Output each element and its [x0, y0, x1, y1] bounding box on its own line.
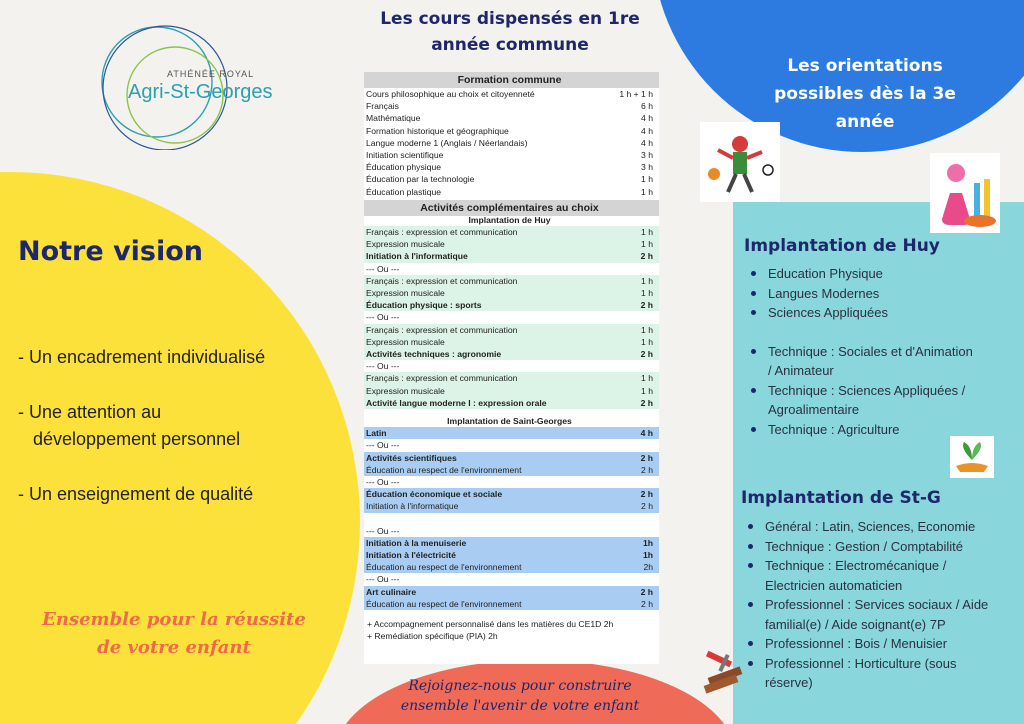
table-row	[364, 452, 659, 464]
list-item: Technique : Sociales et d'Animation / Animateur	[748, 342, 1018, 381]
table-row	[364, 348, 659, 360]
table-cell-label: --- Ou ---	[366, 525, 400, 536]
table-cell-label: Langue moderne 1 (Anglais / Néerlandais)	[366, 137, 528, 148]
table-cell-hours: 3 h	[641, 150, 653, 160]
table-cell-label: Français	[366, 101, 399, 112]
table-cell-hours: 2 h	[641, 598, 653, 609]
table-cell-hours: 4 h	[641, 137, 653, 148]
table-cell-hours: 1 h	[641, 385, 653, 396]
table-cell-label: Activités techniques : agronomie	[366, 349, 502, 359]
table-row	[364, 397, 659, 409]
table-row	[364, 537, 659, 549]
table-cell-label: Cours philosophique au choix et citoyenneté	[366, 89, 535, 99]
table-cell-hours: 2 h	[640, 397, 653, 408]
list-item: Technique : Electromécanique / Electricien automaticien	[745, 556, 1024, 595]
table-cell-label: Initiation à l'électricité	[366, 550, 456, 560]
table-cell-label: Formation commune	[457, 74, 562, 86]
table-cell-label: Latin	[366, 428, 387, 439]
stg-implantation-title: Implantation de St-G	[741, 488, 941, 508]
list-item: Professionnel : Bois / Menuisier	[745, 634, 1024, 654]
table-cell-hours: 2 h	[640, 586, 653, 597]
table-cell-hours: 4 h	[641, 113, 653, 124]
table-row	[364, 549, 659, 561]
table-cell-label: Expression musicale	[366, 385, 445, 396]
table-row	[364, 336, 659, 348]
or-separator	[364, 476, 659, 488]
table-cell-hours: 4 h	[640, 428, 653, 439]
table-row	[364, 299, 659, 311]
table-cell-hours: 1h	[642, 550, 653, 560]
table-cell-hours: 4 h	[641, 125, 653, 136]
table-cell-label: Éducation plastique	[366, 186, 442, 197]
table-cell-label: --- Ou ---	[366, 440, 400, 451]
table-cell-hours: 1 h	[641, 227, 653, 237]
table-cell-label: Initiation à l'informatique	[366, 251, 468, 262]
join-us-text: Rejoignez-nous pour construire ensemble l'avenir de votre enfant	[400, 678, 640, 714]
table-cell-label: Implantation de Huy	[468, 214, 551, 225]
table-cell-label: Français : expression et communication	[366, 324, 518, 335]
table-cell-label: Mathématique	[366, 113, 421, 124]
table-cell-hours: 1 h	[641, 239, 653, 250]
list-item: Technique : Sciences Appliquées / Agroalimentaire	[748, 381, 1018, 420]
table-row	[364, 385, 659, 397]
table-row	[364, 226, 659, 238]
table-row	[364, 287, 659, 299]
table-row	[364, 88, 659, 100]
table-cell-label: --- Ou ---	[366, 312, 400, 323]
table-cell-hours: 2h	[643, 562, 653, 573]
list-item: Général : Latin, Sciences, Economie	[745, 517, 1024, 537]
vision-item: - Un encadrement individualisé	[18, 347, 266, 367]
courses-title: Les cours dispensés en 1re année commune	[380, 9, 640, 55]
vision-title: Notre vision	[18, 236, 204, 267]
table-row	[364, 149, 659, 161]
plant-hand-icon	[950, 436, 994, 478]
table-cell-label: --- Ou ---	[366, 361, 400, 372]
list-item: Technique : Gestion / Comptabilité	[745, 537, 1024, 557]
course-table	[364, 72, 659, 664]
table-row	[364, 488, 659, 500]
table-row	[364, 427, 659, 439]
table-cell-label: + Accompagnement personnalisé dans les matières du CE1D 2h	[367, 619, 614, 629]
list-gap	[748, 323, 1018, 342]
table-cell-hours: 1 h	[641, 275, 653, 286]
or-separator	[364, 439, 659, 451]
vision-item: - Une attention au	[18, 402, 162, 422]
table-cell-hours: 1 h	[641, 288, 653, 298]
sports-player-icon	[700, 122, 780, 202]
table-row	[364, 238, 659, 250]
table-row	[364, 173, 659, 185]
slogan: Ensemble pour la réussite de votre enfant	[42, 609, 306, 658]
table-cell-label: Formation historique et géographique	[366, 125, 509, 136]
table-cell-hours: 2 h	[640, 489, 653, 500]
or-separator	[364, 360, 659, 372]
table-cell-label: + Remédiation spécifique (PIA) 2h	[367, 631, 498, 642]
table-cell-hours: 2 h	[640, 251, 653, 262]
table-cell-label: Expression musicale	[366, 288, 445, 298]
logo-title: Agri-St-Georges	[128, 81, 273, 103]
formation-header	[364, 72, 659, 88]
table-cell-hours: 2 h	[641, 464, 653, 475]
table-cell-label: Initiation scientifique	[366, 150, 444, 160]
table-cell-label: Expression musicale	[366, 336, 445, 347]
table-row	[364, 186, 659, 198]
table-cell-hours: 2 h	[640, 349, 653, 359]
table-cell-label: Français : expression et communication	[366, 373, 518, 384]
table-row	[364, 586, 659, 598]
stg-subheader	[364, 415, 659, 427]
table-footer-note	[364, 630, 659, 642]
table-row	[364, 250, 659, 262]
table-cell-label: Implantation de Saint-Georges	[447, 416, 572, 426]
table-cell-label: Initiation à la menuiserie	[366, 537, 467, 548]
table-row	[364, 137, 659, 149]
table-row	[364, 275, 659, 287]
huy-subheader	[364, 214, 659, 226]
stg-orientation-list	[745, 517, 1024, 693]
orientations-title: Les orientations possibles dès la 3e année	[774, 56, 956, 132]
table-cell-label: Français : expression et communication	[366, 227, 518, 237]
table-cell-label: Initiation à l'informatique	[366, 501, 459, 512]
table-cell-hours: 2 h	[640, 452, 653, 463]
table-row	[364, 500, 659, 512]
logo-subtitle: ATHÉNÉE ROYAL	[167, 69, 255, 79]
table-row	[364, 112, 659, 124]
woodworking-tools-icon	[700, 650, 746, 694]
table-cell-label: Expression musicale	[366, 239, 445, 250]
table-cell-hours: 3 h	[641, 162, 653, 173]
vision-item-continued: développement personnel	[18, 429, 241, 449]
table-cell-label: Activités complémentaires au choix	[420, 201, 599, 214]
or-separator	[364, 263, 659, 275]
table-cell-label: Éducation physique : sports	[366, 300, 482, 311]
table-cell-label: Éducation au respect de l'environnement	[366, 562, 522, 573]
table-cell-label: Français : expression et communication	[366, 275, 518, 286]
table-row	[364, 464, 659, 476]
table-cell-label: --- Ou ---	[366, 263, 400, 274]
table-cell-hours: 1 h + 1 h	[619, 89, 653, 99]
list-item: Technique : Agriculture	[748, 420, 1018, 440]
table-cell-label: Activités scientifiques	[366, 452, 457, 463]
list-item: Professionnel : Services sociaux / Aide familial(e) / Aide soignant(e) 7P	[745, 595, 1024, 634]
table-cell-hours: 1 h	[641, 186, 653, 197]
table-cell-label: Activité langue moderne I : expression orale	[366, 397, 547, 408]
table-cell-label: Éducation au respect de l'environnement	[366, 464, 522, 475]
table-row	[364, 125, 659, 137]
table-cell-hours: 1 h	[641, 174, 653, 185]
table-cell-label: Éducation économique et sociale	[366, 489, 503, 500]
table-cell-label: --- Ou ---	[366, 574, 400, 585]
table-row	[364, 161, 659, 173]
table-cell-hours: 1h	[642, 537, 653, 548]
or-separator	[364, 311, 659, 323]
huy-implantation-title: Implantation de Huy	[744, 236, 940, 256]
list-item: Education Physique	[748, 264, 1018, 284]
table-cell-label: Éducation au respect de l'environnement	[366, 598, 522, 609]
chemistry-flasks-icon	[930, 153, 1000, 233]
table-cell-hours: 1 h	[641, 324, 653, 335]
table-row	[364, 100, 659, 112]
table-cell-label: Éducation par la technologie	[366, 174, 475, 185]
table-cell-label: --- Ou ---	[366, 477, 400, 487]
table-row	[364, 372, 659, 384]
vision-item: - Un enseignement de qualité	[18, 484, 254, 504]
table-cell-hours: 1 h	[641, 336, 653, 347]
table-row	[364, 561, 659, 573]
list-item: Sciences Appliquées	[748, 303, 1018, 323]
table-cell-hours: 1 h	[641, 373, 653, 384]
list-item: Professionnel : Horticulture (sous réserve)	[745, 654, 1024, 693]
or-separator	[364, 573, 659, 585]
table-cell-hours: 2 h	[640, 300, 653, 311]
table-row	[364, 598, 659, 610]
or-separator	[364, 525, 659, 537]
table-footer-note	[364, 618, 659, 630]
huy-orientation-list	[748, 264, 1018, 439]
table-cell-label: Art culinaire	[366, 586, 417, 597]
table-row	[364, 324, 659, 336]
table-cell-label: Éducation physique	[366, 162, 442, 173]
list-item: Langues Modernes	[748, 284, 1018, 304]
table-cell-hours: 6 h	[641, 101, 653, 112]
table-cell-hours: 2 h	[641, 501, 653, 512]
